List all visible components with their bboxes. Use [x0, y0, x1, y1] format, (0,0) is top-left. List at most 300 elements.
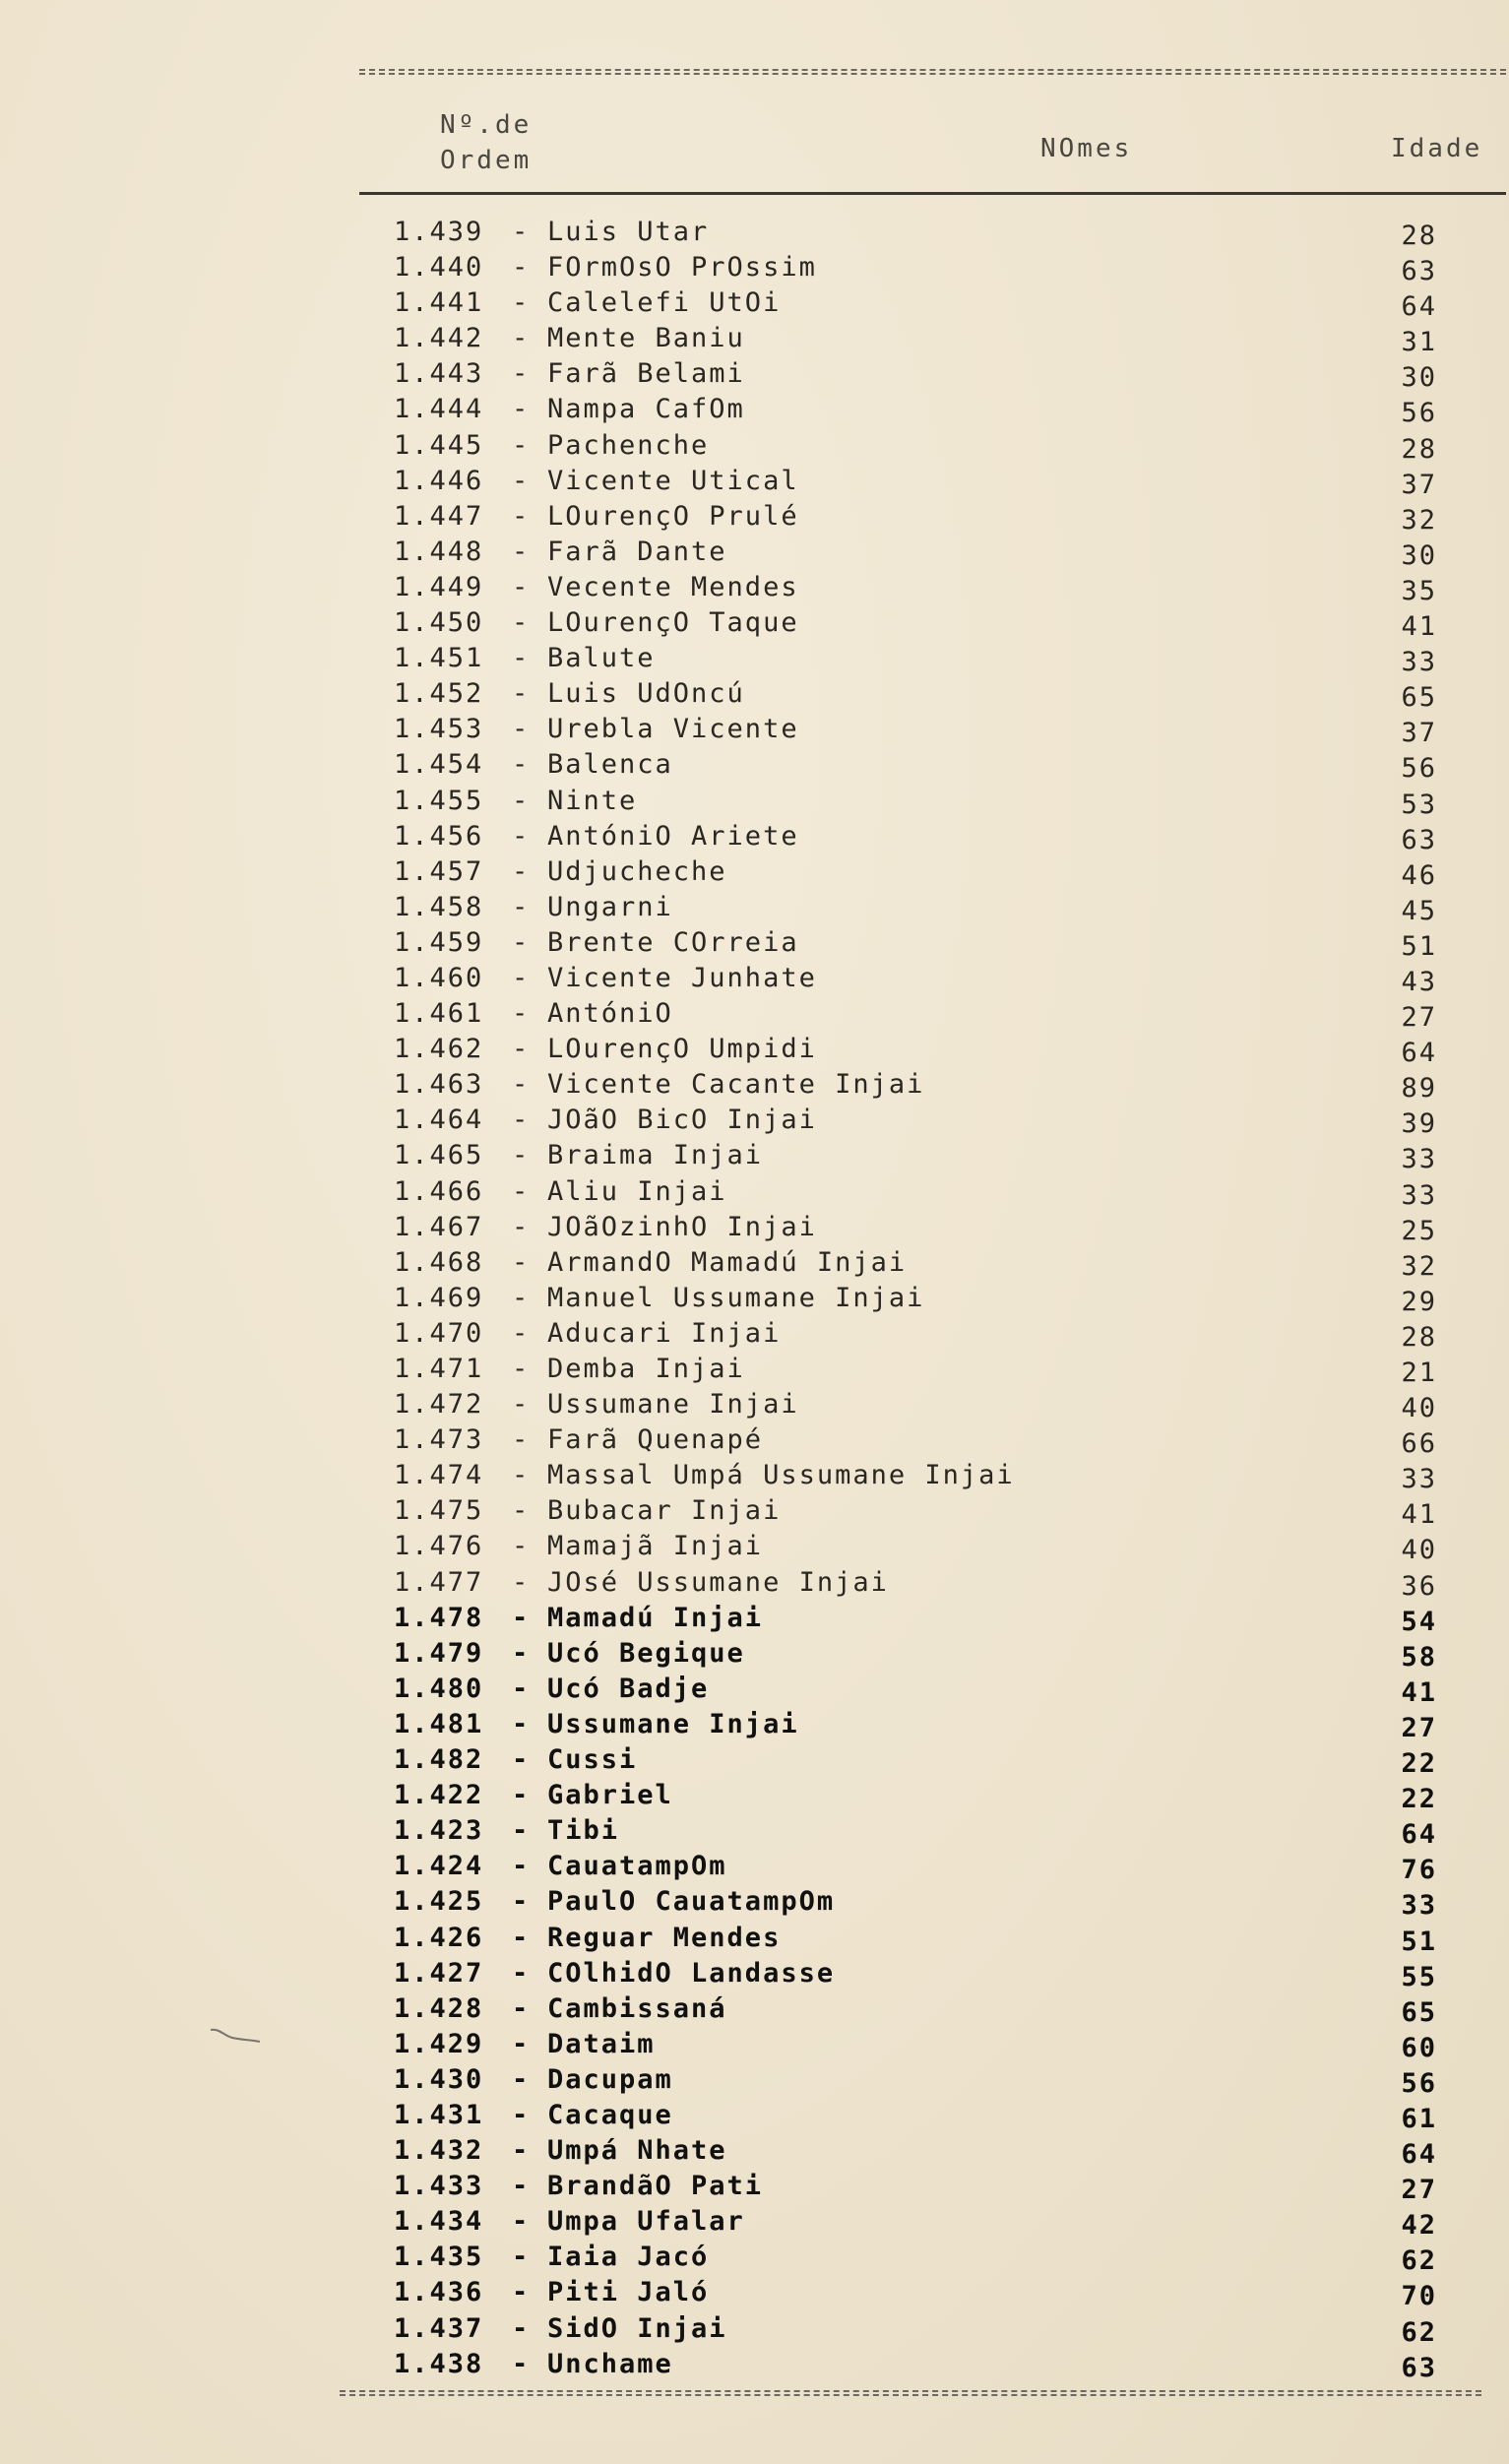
row-nome: Brente COrreia — [547, 926, 799, 958]
row-dash: - — [512, 2063, 531, 2095]
row-ordem: 1.446 — [394, 465, 484, 496]
row-ordem: 1.476 — [394, 1531, 484, 1562]
row-dash: - — [512, 1495, 531, 1527]
row-ordem: 1.471 — [394, 1354, 484, 1384]
row-ordem: 1.435 — [394, 2242, 484, 2273]
row-ordem: 1.427 — [394, 1957, 484, 1989]
row-idade: 41 — [1401, 1676, 1437, 1708]
row-dash: - — [512, 1389, 531, 1421]
header-ordem-line2: Ordem — [440, 146, 533, 175]
row-nome: JOãO BicO Injai — [547, 1105, 817, 1136]
row-ordem: 1.447 — [394, 500, 484, 532]
row-nome: Massal Umpá Ussumane Injai — [547, 1460, 1015, 1491]
row-dash: - — [512, 962, 531, 993]
row-ordem: 1.424 — [394, 1851, 484, 1882]
list-row — [0, 1105, 1509, 1140]
list-row — [0, 1283, 1509, 1318]
row-ordem: 1.478 — [394, 1602, 484, 1633]
row-ordem: 1.459 — [394, 926, 484, 958]
row-nome: FOrmOsO PrOssim — [547, 252, 817, 284]
row-dash: - — [512, 1282, 531, 1313]
row-ordem: 1.480 — [394, 1673, 484, 1704]
row-nome: Aliu Injai — [547, 1175, 727, 1207]
row-idade: 66 — [1401, 1428, 1437, 1460]
row-nome: Calelefi UtOi — [547, 287, 782, 319]
row-ordem: 1.465 — [394, 1140, 484, 1171]
list-row — [0, 1709, 1509, 1744]
list-row — [0, 1424, 1509, 1460]
row-idade: 45 — [1401, 895, 1437, 926]
row-idade: 63 — [1401, 256, 1437, 287]
list-row — [0, 1069, 1509, 1105]
row-ordem: 1.444 — [394, 394, 484, 425]
row-nome: Cambissaná — [547, 1992, 727, 2024]
row-nome: JOãOzinhO Injai — [547, 1211, 817, 1242]
list-row — [0, 1495, 1509, 1531]
row-idade: 62 — [1401, 2245, 1437, 2277]
row-nome: Balute — [547, 643, 656, 674]
row-dash: - — [512, 714, 531, 745]
row-dash: - — [512, 643, 531, 674]
row-dash: - — [512, 1922, 531, 1953]
row-ordem: 1.437 — [394, 2312, 484, 2344]
row-nome: Dacupam — [547, 2063, 673, 2095]
row-nome: Ussumane Injai — [547, 1708, 799, 1739]
list-row — [0, 1354, 1509, 1389]
row-dash: - — [512, 678, 531, 710]
list-row — [0, 856, 1509, 892]
row-dash: - — [512, 2171, 531, 2202]
row-idade: 22 — [1401, 1784, 1437, 1815]
row-idade: 89 — [1401, 1073, 1437, 1105]
list-row — [0, 714, 1509, 749]
row-dash: - — [512, 785, 531, 816]
row-ordem: 1.448 — [394, 536, 484, 567]
row-idade: 56 — [1401, 398, 1437, 429]
row-idade: 63 — [1401, 824, 1437, 855]
row-idade: 30 — [1401, 362, 1437, 394]
row-nome: LOurençO Taque — [547, 607, 799, 639]
row-ordem: 1.428 — [394, 1992, 484, 2024]
list-row — [0, 1176, 1509, 1212]
row-ordem: 1.468 — [394, 1246, 484, 1278]
row-nome: Braima Injai — [547, 1140, 764, 1171]
list-row — [0, 358, 1509, 394]
list-row — [0, 1638, 1509, 1674]
list-row — [0, 927, 1509, 963]
list-row — [0, 1993, 1509, 2029]
list-row — [0, 1780, 1509, 1815]
row-ordem: 1.433 — [394, 2171, 484, 2202]
row-dash: - — [512, 1566, 531, 1598]
row-nome: Reguar Mendes — [547, 1922, 782, 1953]
row-dash: - — [512, 749, 531, 781]
row-dash: - — [512, 1992, 531, 2024]
row-dash: - — [512, 1424, 531, 1456]
row-nome: LOurençO Prulé — [547, 500, 799, 532]
row-ordem: 1.458 — [394, 891, 484, 922]
row-nome: Pachenche — [547, 429, 710, 461]
row-ordem: 1.438 — [394, 2348, 484, 2379]
row-ordem: 1.472 — [394, 1389, 484, 1421]
row-nome: SidO Injai — [547, 2312, 727, 2344]
row-ordem: 1.464 — [394, 1105, 484, 1136]
row-dash: - — [512, 252, 531, 284]
row-ordem: 1.429 — [394, 2028, 484, 2059]
row-nome: Umpá Nhate — [547, 2135, 727, 2167]
row-nome: Bubacar Injai — [547, 1495, 782, 1527]
row-nome: Mamajã Injai — [547, 1531, 764, 1562]
row-idade: 33 — [1401, 1179, 1437, 1211]
row-ordem: 1.434 — [394, 2206, 484, 2238]
row-idade: 40 — [1401, 1393, 1437, 1424]
row-ordem: 1.482 — [394, 1744, 484, 1776]
list-row — [0, 2171, 1509, 2206]
row-nome: Piti Jaló — [547, 2277, 710, 2308]
row-nome: Ninte — [547, 785, 638, 816]
row-idade: 27 — [1401, 1712, 1437, 1743]
row-dash: - — [512, 1886, 531, 1918]
row-ordem: 1.439 — [394, 217, 484, 247]
row-idade: 65 — [1401, 1996, 1437, 2028]
row-ordem: 1.470 — [394, 1317, 484, 1349]
row-idade: 60 — [1401, 2032, 1437, 2063]
list-row — [0, 2313, 1509, 2349]
list-row — [0, 287, 1509, 323]
row-dash: - — [512, 1034, 531, 1065]
row-nome: Balenca — [547, 749, 673, 781]
row-idade: 40 — [1401, 1535, 1437, 1566]
row-idade: 22 — [1401, 1748, 1437, 1780]
row-ordem: 1.436 — [394, 2277, 484, 2308]
row-nome: Dataim — [547, 2028, 656, 2059]
row-idade: 70 — [1401, 2281, 1437, 2312]
list-row — [0, 323, 1509, 358]
row-nome: Vicente Cacante Injai — [547, 1069, 925, 1101]
row-idade: 58 — [1401, 1641, 1437, 1673]
header-ordem-line1: Nº.de — [440, 110, 533, 140]
row-nome: Gabriel — [547, 1780, 673, 1811]
row-ordem: 1.452 — [394, 678, 484, 710]
row-ordem: 1.423 — [394, 1815, 484, 1847]
list-row — [0, 1851, 1509, 1886]
row-dash: - — [512, 1602, 531, 1633]
row-nome: Vecente Mendes — [547, 571, 799, 602]
list-row — [0, 1460, 1509, 1495]
row-ordem: 1.462 — [394, 1034, 484, 1065]
row-dash: - — [512, 2312, 531, 2344]
list-row — [0, 1034, 1509, 1069]
row-nome: ArmandO Mamadú Injai — [547, 1246, 908, 1278]
list-row — [0, 466, 1509, 501]
row-ordem: 1.440 — [394, 252, 484, 284]
row-dash: - — [512, 1140, 531, 1171]
row-ordem: 1.441 — [394, 287, 484, 319]
row-idade: 31 — [1401, 327, 1437, 358]
list-row — [0, 1886, 1509, 1922]
row-nome: Aducari Injai — [547, 1317, 782, 1349]
list-row — [0, 394, 1509, 429]
list-row — [0, 1247, 1509, 1283]
row-idade: 39 — [1401, 1108, 1437, 1140]
row-dash: - — [512, 891, 531, 922]
row-nome: Luis UdOncú — [547, 678, 745, 710]
row-dash: - — [512, 571, 531, 602]
row-dash: - — [512, 1637, 531, 1669]
row-idade: 64 — [1401, 1038, 1437, 1069]
row-dash: - — [512, 1673, 531, 1704]
row-dash: - — [512, 394, 531, 425]
row-ordem: 1.425 — [394, 1886, 484, 1918]
row-nome: Iaia Jacó — [547, 2242, 710, 2273]
row-idade: 61 — [1401, 2103, 1437, 2134]
row-idade: 65 — [1401, 682, 1437, 714]
row-ordem: 1.431 — [394, 2099, 484, 2130]
row-dash: - — [512, 465, 531, 496]
list-row — [0, 1603, 1509, 1638]
row-idade: 27 — [1401, 1002, 1437, 1034]
row-nome: Ussumane Injai — [547, 1389, 799, 1421]
row-idade: 63 — [1401, 2352, 1437, 2383]
row-idade: 55 — [1401, 1961, 1437, 1992]
row-ordem: 1.443 — [394, 358, 484, 390]
list-row — [0, 643, 1509, 678]
row-idade: 32 — [1401, 1250, 1437, 1282]
list-row — [0, 821, 1509, 856]
row-nome: Ucó Badje — [547, 1673, 710, 1704]
row-ordem: 1.466 — [394, 1175, 484, 1207]
row-idade: 25 — [1401, 1215, 1437, 1246]
row-idade: 43 — [1401, 966, 1437, 997]
row-idade: 33 — [1401, 1890, 1437, 1922]
list-row — [0, 998, 1509, 1034]
row-dash: - — [512, 2277, 531, 2308]
list-row — [0, 2242, 1509, 2277]
row-nome: Manuel Ussumane Injai — [547, 1282, 925, 1313]
row-dash: - — [512, 820, 531, 852]
list-row — [0, 1140, 1509, 1175]
row-idade: 21 — [1401, 1358, 1437, 1388]
row-ordem: 1.450 — [394, 607, 484, 639]
row-idade: 30 — [1401, 539, 1437, 571]
list-row — [0, 1958, 1509, 1993]
row-ordem: 1.445 — [394, 429, 484, 461]
list-row — [0, 963, 1509, 998]
row-nome: AntóniO — [547, 998, 673, 1030]
row-dash: - — [512, 2099, 531, 2130]
row-dash: - — [512, 1708, 531, 1739]
list-row — [0, 1744, 1509, 1780]
row-idade: 56 — [1401, 2067, 1437, 2099]
list-row — [0, 252, 1509, 287]
list-row — [0, 892, 1509, 927]
row-ordem: 1.430 — [394, 2063, 484, 2095]
row-idade: 28 — [1401, 221, 1437, 251]
list-row — [0, 786, 1509, 821]
row-nome: Unchame — [547, 2348, 673, 2379]
row-idade: 27 — [1401, 2175, 1437, 2206]
row-idade: 76 — [1401, 1855, 1437, 1886]
row-idade: 41 — [1401, 1499, 1437, 1531]
list-row — [0, 2100, 1509, 2135]
row-dash: - — [512, 2206, 531, 2238]
row-dash: - — [512, 2242, 531, 2273]
row-idade: 53 — [1401, 789, 1437, 820]
row-idade: 36 — [1401, 1570, 1437, 1602]
row-dash: - — [512, 998, 531, 1030]
row-nome: Luis Utar — [547, 217, 710, 247]
row-dash: - — [512, 1531, 531, 1562]
row-idade: 41 — [1401, 611, 1437, 643]
row-nome: Tibi — [547, 1815, 620, 1847]
row-ordem: 1.463 — [394, 1069, 484, 1101]
pencil-mark — [209, 2026, 263, 2046]
name-list — [0, 217, 1509, 2384]
list-row — [0, 678, 1509, 714]
row-ordem: 1.474 — [394, 1460, 484, 1491]
row-ordem: 1.422 — [394, 1780, 484, 1811]
row-nome: LOurençO Umpidi — [547, 1034, 817, 1065]
row-idade: 42 — [1401, 2210, 1437, 2242]
list-row — [0, 749, 1509, 785]
row-nome: JOsé Ussumane Injai — [547, 1566, 889, 1598]
row-nome: BrandãO Pati — [547, 2171, 764, 2202]
row-nome: Ucó Begique — [547, 1637, 745, 1669]
list-row — [0, 2064, 1509, 2100]
row-ordem: 1.473 — [394, 1424, 484, 1456]
row-ordem: 1.479 — [394, 1637, 484, 1669]
row-dash: - — [512, 1246, 531, 1278]
row-idade: 37 — [1401, 718, 1437, 749]
row-dash: - — [512, 1211, 531, 1242]
list-row — [0, 1674, 1509, 1709]
row-nome: Udjucheche — [547, 855, 727, 887]
row-dash: - — [512, 500, 531, 532]
row-idade: 54 — [1401, 1606, 1437, 1637]
row-idade: 64 — [1401, 2139, 1437, 2171]
list-row — [0, 2206, 1509, 2242]
row-idade: 51 — [1401, 930, 1437, 962]
list-row — [0, 1531, 1509, 1566]
row-ordem: 1.426 — [394, 1922, 484, 1953]
row-nome: Mamadú Injai — [547, 1602, 764, 1633]
row-nome: Mente Baniu — [547, 323, 745, 354]
row-idade: 33 — [1401, 1144, 1437, 1175]
header-underline — [359, 192, 1506, 195]
row-dash: - — [512, 2348, 531, 2379]
row-dash: - — [512, 536, 531, 567]
row-ordem: 1.453 — [394, 714, 484, 745]
row-nome: Vicente Utical — [547, 465, 799, 496]
row-nome: Farã Dante — [547, 536, 727, 567]
row-dash: - — [512, 2135, 531, 2167]
row-nome: Farã Quenapé — [547, 1424, 764, 1456]
row-ordem: 1.449 — [394, 571, 484, 602]
row-dash: - — [512, 1460, 531, 1491]
row-dash: - — [512, 323, 531, 354]
row-dash: - — [512, 429, 531, 461]
row-nome: PaulO CauatampOm — [547, 1886, 836, 1918]
list-row — [0, 501, 1509, 537]
row-nome: Cacaque — [547, 2099, 673, 2130]
row-dash: - — [512, 2028, 531, 2059]
row-dash: - — [512, 1744, 531, 1776]
row-ordem: 1.461 — [394, 998, 484, 1030]
list-row — [0, 607, 1509, 643]
row-idade: 28 — [1401, 1321, 1437, 1353]
header-nomes: NOmes — [1040, 134, 1133, 163]
header-idade: Idade — [1391, 134, 1483, 163]
list-row — [0, 2277, 1509, 2312]
row-dash: - — [512, 855, 531, 887]
row-ordem: 1.467 — [394, 1211, 484, 1242]
row-nome: Ungarni — [547, 891, 673, 922]
row-nome: COlhidO Landasse — [547, 1957, 836, 1989]
row-nome: Urebla Vicente — [547, 714, 799, 745]
row-ordem: 1.451 — [394, 643, 484, 674]
row-dash: - — [512, 1175, 531, 1207]
row-idade: 46 — [1401, 859, 1437, 891]
row-idade: 28 — [1401, 433, 1437, 465]
list-row — [0, 1815, 1509, 1851]
row-nome: Vicente Junhate — [547, 962, 817, 993]
row-idade: 56 — [1401, 753, 1437, 785]
row-idade: 62 — [1401, 2316, 1437, 2348]
row-idade: 64 — [1401, 291, 1437, 323]
row-idade: 37 — [1401, 469, 1437, 500]
row-dash: - — [512, 1780, 531, 1811]
row-dash: - — [512, 1957, 531, 1989]
row-dash: - — [512, 1354, 531, 1384]
row-dash: - — [512, 1317, 531, 1349]
row-idade: 33 — [1401, 1464, 1437, 1495]
list-row — [0, 2349, 1509, 2384]
row-dash: - — [512, 1851, 531, 1882]
row-ordem: 1.477 — [394, 1566, 484, 1598]
row-ordem: 1.455 — [394, 785, 484, 816]
row-ordem: 1.454 — [394, 749, 484, 781]
row-ordem: 1.432 — [394, 2135, 484, 2167]
list-row — [0, 537, 1509, 572]
row-nome: Nampa CafOm — [547, 394, 745, 425]
row-idade: 33 — [1401, 647, 1437, 678]
list-row — [0, 2135, 1509, 2171]
row-dash: - — [512, 1069, 531, 1101]
row-dash: - — [512, 1105, 531, 1136]
list-row — [0, 1318, 1509, 1354]
row-idade: 35 — [1401, 575, 1437, 606]
row-dash: - — [512, 607, 531, 639]
row-nome: AntóniO Ariete — [547, 820, 799, 852]
row-idade: 29 — [1401, 1286, 1437, 1317]
row-idade: 32 — [1401, 504, 1437, 536]
row-ordem: 1.456 — [394, 820, 484, 852]
row-ordem: 1.460 — [394, 962, 484, 993]
row-nome: Umpa Ufalar — [547, 2206, 745, 2238]
list-row — [0, 1212, 1509, 1247]
list-row — [0, 1567, 1509, 1603]
list-row — [0, 217, 1509, 252]
row-ordem: 1.442 — [394, 323, 484, 354]
list-row — [0, 572, 1509, 607]
row-ordem: 1.475 — [394, 1495, 484, 1527]
list-row — [0, 430, 1509, 466]
row-ordem: 1.457 — [394, 855, 484, 887]
row-ordem: 1.469 — [394, 1282, 484, 1313]
row-idade: 64 — [1401, 1819, 1437, 1851]
row-dash: - — [512, 1815, 531, 1847]
list-row — [0, 1389, 1509, 1424]
